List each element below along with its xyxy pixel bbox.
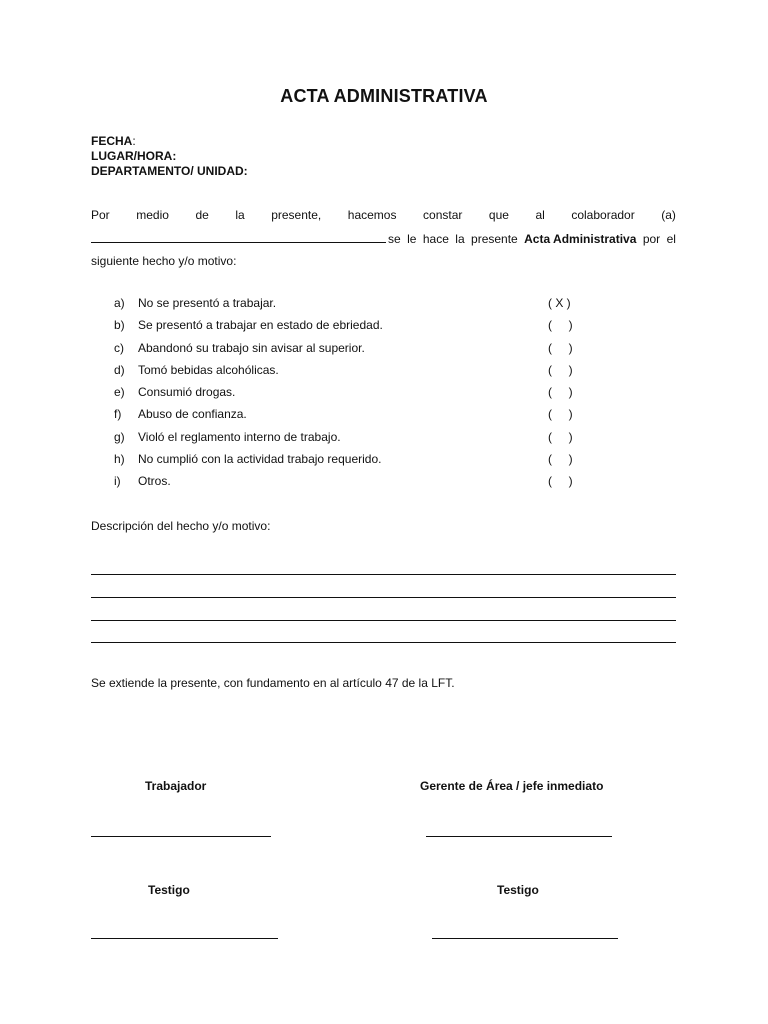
intro-word: constar bbox=[423, 208, 463, 222]
intro-word: medio bbox=[136, 208, 169, 222]
reason-checkbox: ( ) bbox=[548, 362, 573, 377]
reason-checkbox: ( ) bbox=[548, 318, 573, 333]
reason-text: Consumió drogas. bbox=[138, 385, 236, 400]
intro-word: hacemos bbox=[347, 208, 397, 222]
signature-label-trabajador: Trabajador bbox=[145, 779, 207, 793]
header-fields bbox=[91, 134, 248, 179]
reason-item bbox=[114, 341, 594, 363]
reason-item bbox=[114, 363, 594, 385]
reason-text: Violó el reglamento interno de trabajo. bbox=[138, 429, 341, 444]
reason-text: No se presentó a trabajar. bbox=[138, 296, 277, 310]
intro-word: se bbox=[388, 232, 401, 246]
intro-word: al bbox=[535, 208, 545, 222]
closing-statement: Se extiende la presente, con fundamento en al artículo 47 de la LFT. bbox=[91, 676, 455, 690]
reason-letter: i) bbox=[114, 474, 121, 489]
reason-text: Tomó bebidas alcohólicas. bbox=[138, 362, 279, 377]
reason-letter: c) bbox=[114, 340, 124, 355]
reason-checkbox: ( ) bbox=[548, 429, 573, 444]
reason-letter: b) bbox=[114, 318, 125, 333]
reasons-list bbox=[114, 296, 594, 497]
intro-word: presente, bbox=[271, 208, 322, 222]
fecha-label: FECHA bbox=[91, 134, 133, 148]
signature-line-testigo-left bbox=[91, 938, 278, 939]
reason-letter: a) bbox=[114, 296, 125, 310]
description-line-3 bbox=[91, 620, 676, 621]
reason-text: Otros. bbox=[138, 474, 171, 489]
reason-checkbox: ( ) bbox=[548, 474, 573, 489]
intro-word: le bbox=[407, 232, 417, 246]
reason-checkbox: ( X ) bbox=[548, 296, 571, 310]
reason-text: No cumplió con la actividad trabajo requerido. bbox=[138, 452, 382, 467]
reason-letter: e) bbox=[114, 385, 125, 400]
reason-text: Abuso de confianza. bbox=[138, 407, 247, 422]
intro-line-2-words bbox=[91, 230, 676, 246]
intro-word: de bbox=[195, 208, 209, 222]
signature-label-testigo-left: Testigo bbox=[148, 883, 190, 897]
intro-line-2 bbox=[91, 230, 676, 246]
reason-letter: f) bbox=[114, 407, 122, 422]
reason-item bbox=[114, 385, 594, 407]
reason-checkbox: ( ) bbox=[548, 340, 573, 355]
description-label: Descripción del hecho y/o motivo: bbox=[91, 519, 271, 533]
intro-word: el bbox=[666, 232, 676, 246]
fecha-colon: : bbox=[132, 134, 136, 148]
reason-item bbox=[114, 474, 594, 496]
intro-line-3: siguiente hecho y/o motivo: bbox=[91, 254, 237, 268]
reason-checkbox: ( ) bbox=[548, 452, 573, 467]
reason-item bbox=[114, 318, 594, 340]
reason-item bbox=[114, 452, 594, 474]
signature-label-testigo-right: Testigo bbox=[497, 883, 539, 897]
intro-word: colaborador bbox=[571, 208, 635, 222]
intro-line-1 bbox=[91, 208, 676, 222]
reason-letter: g) bbox=[114, 429, 125, 444]
description-line-1 bbox=[91, 574, 676, 575]
departamento-field bbox=[91, 164, 248, 179]
intro-line-2-start bbox=[91, 230, 401, 246]
fecha-field bbox=[91, 134, 248, 149]
document-title: ACTA ADMINISTRATIVA bbox=[280, 86, 488, 106]
signature-line-gerente bbox=[426, 836, 612, 837]
reason-text: Se presentó a trabajar en estado de ebriedad. bbox=[138, 318, 383, 333]
signature-line-trabajador bbox=[91, 836, 271, 837]
reason-text: Abandonó su trabajo sin avisar al superior. bbox=[138, 340, 365, 355]
signature-label-gerente: Gerente de Área / jefe inmediato bbox=[420, 779, 604, 793]
intro-word: hace bbox=[422, 232, 449, 246]
intro-word: que bbox=[488, 208, 509, 222]
departamento-label: DEPARTAMENTO/ UNIDAD: bbox=[91, 164, 248, 178]
description-line-4 bbox=[91, 642, 676, 643]
lugar-field bbox=[91, 149, 248, 164]
reason-checkbox: ( ) bbox=[548, 407, 573, 422]
intro-word: (a) bbox=[661, 208, 676, 222]
reason-item bbox=[114, 430, 594, 452]
intro-word: la bbox=[235, 208, 245, 222]
reason-checkbox: ( ) bbox=[548, 385, 573, 400]
reason-letter: d) bbox=[114, 362, 125, 377]
reason-item bbox=[114, 296, 594, 318]
acta-administrativa-term: Acta Administrativa bbox=[524, 232, 637, 246]
intro-word: por bbox=[642, 232, 661, 246]
lugar-label: LUGAR/HORA: bbox=[91, 149, 177, 163]
intro-word: Por bbox=[91, 208, 110, 222]
colaborador-name-blank bbox=[91, 230, 388, 246]
description-line-2 bbox=[91, 597, 676, 598]
signature-line-testigo-right bbox=[432, 938, 618, 939]
intro-word: la bbox=[455, 232, 465, 246]
reason-letter: h) bbox=[114, 452, 125, 467]
intro-word: presente bbox=[471, 232, 518, 246]
reason-item bbox=[114, 407, 594, 429]
intro-line-1-words bbox=[91, 208, 676, 222]
